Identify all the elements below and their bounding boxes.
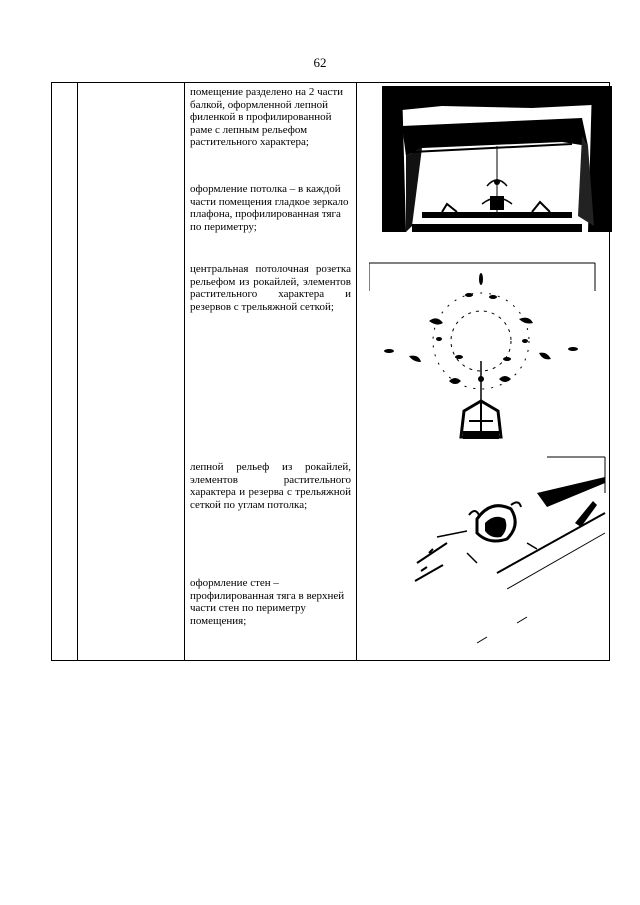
description-paragraph: оформление потолка – в каждой части помещения гладкое зеркало плафона, профилированная тяга по периметру; xyxy=(190,183,349,233)
photo-cell xyxy=(357,83,610,661)
corner-relief-photo xyxy=(407,453,607,658)
description-paragraph: центральная потолочная розетка рельефом из рокайлей, элементов растительного характера и резервов с трельяжной сеткой; xyxy=(190,263,351,313)
index-cell xyxy=(52,83,78,661)
page-number: 62 xyxy=(313,55,327,70)
description-paragraph: лепной рельеф из рокайлей, элементов растительного характера и резерва с трельяжной сеткой по углам потолка; xyxy=(190,461,351,511)
description-paragraph: оформление стен – профилированная тяга в верхней части стен по периметру помещения; xyxy=(190,577,345,627)
ceiling-rosette-photo xyxy=(369,261,597,443)
description-table xyxy=(51,82,610,661)
table-row xyxy=(52,83,610,661)
name-cell xyxy=(78,83,185,661)
ceiling-beam-photo xyxy=(382,86,612,232)
description-paragraph: помещение разделено на 2 части балкой, оформленной лепной филенкой в профилированной раме с лепным рельефом растительного характера; xyxy=(190,86,344,148)
description-cell xyxy=(185,83,357,661)
